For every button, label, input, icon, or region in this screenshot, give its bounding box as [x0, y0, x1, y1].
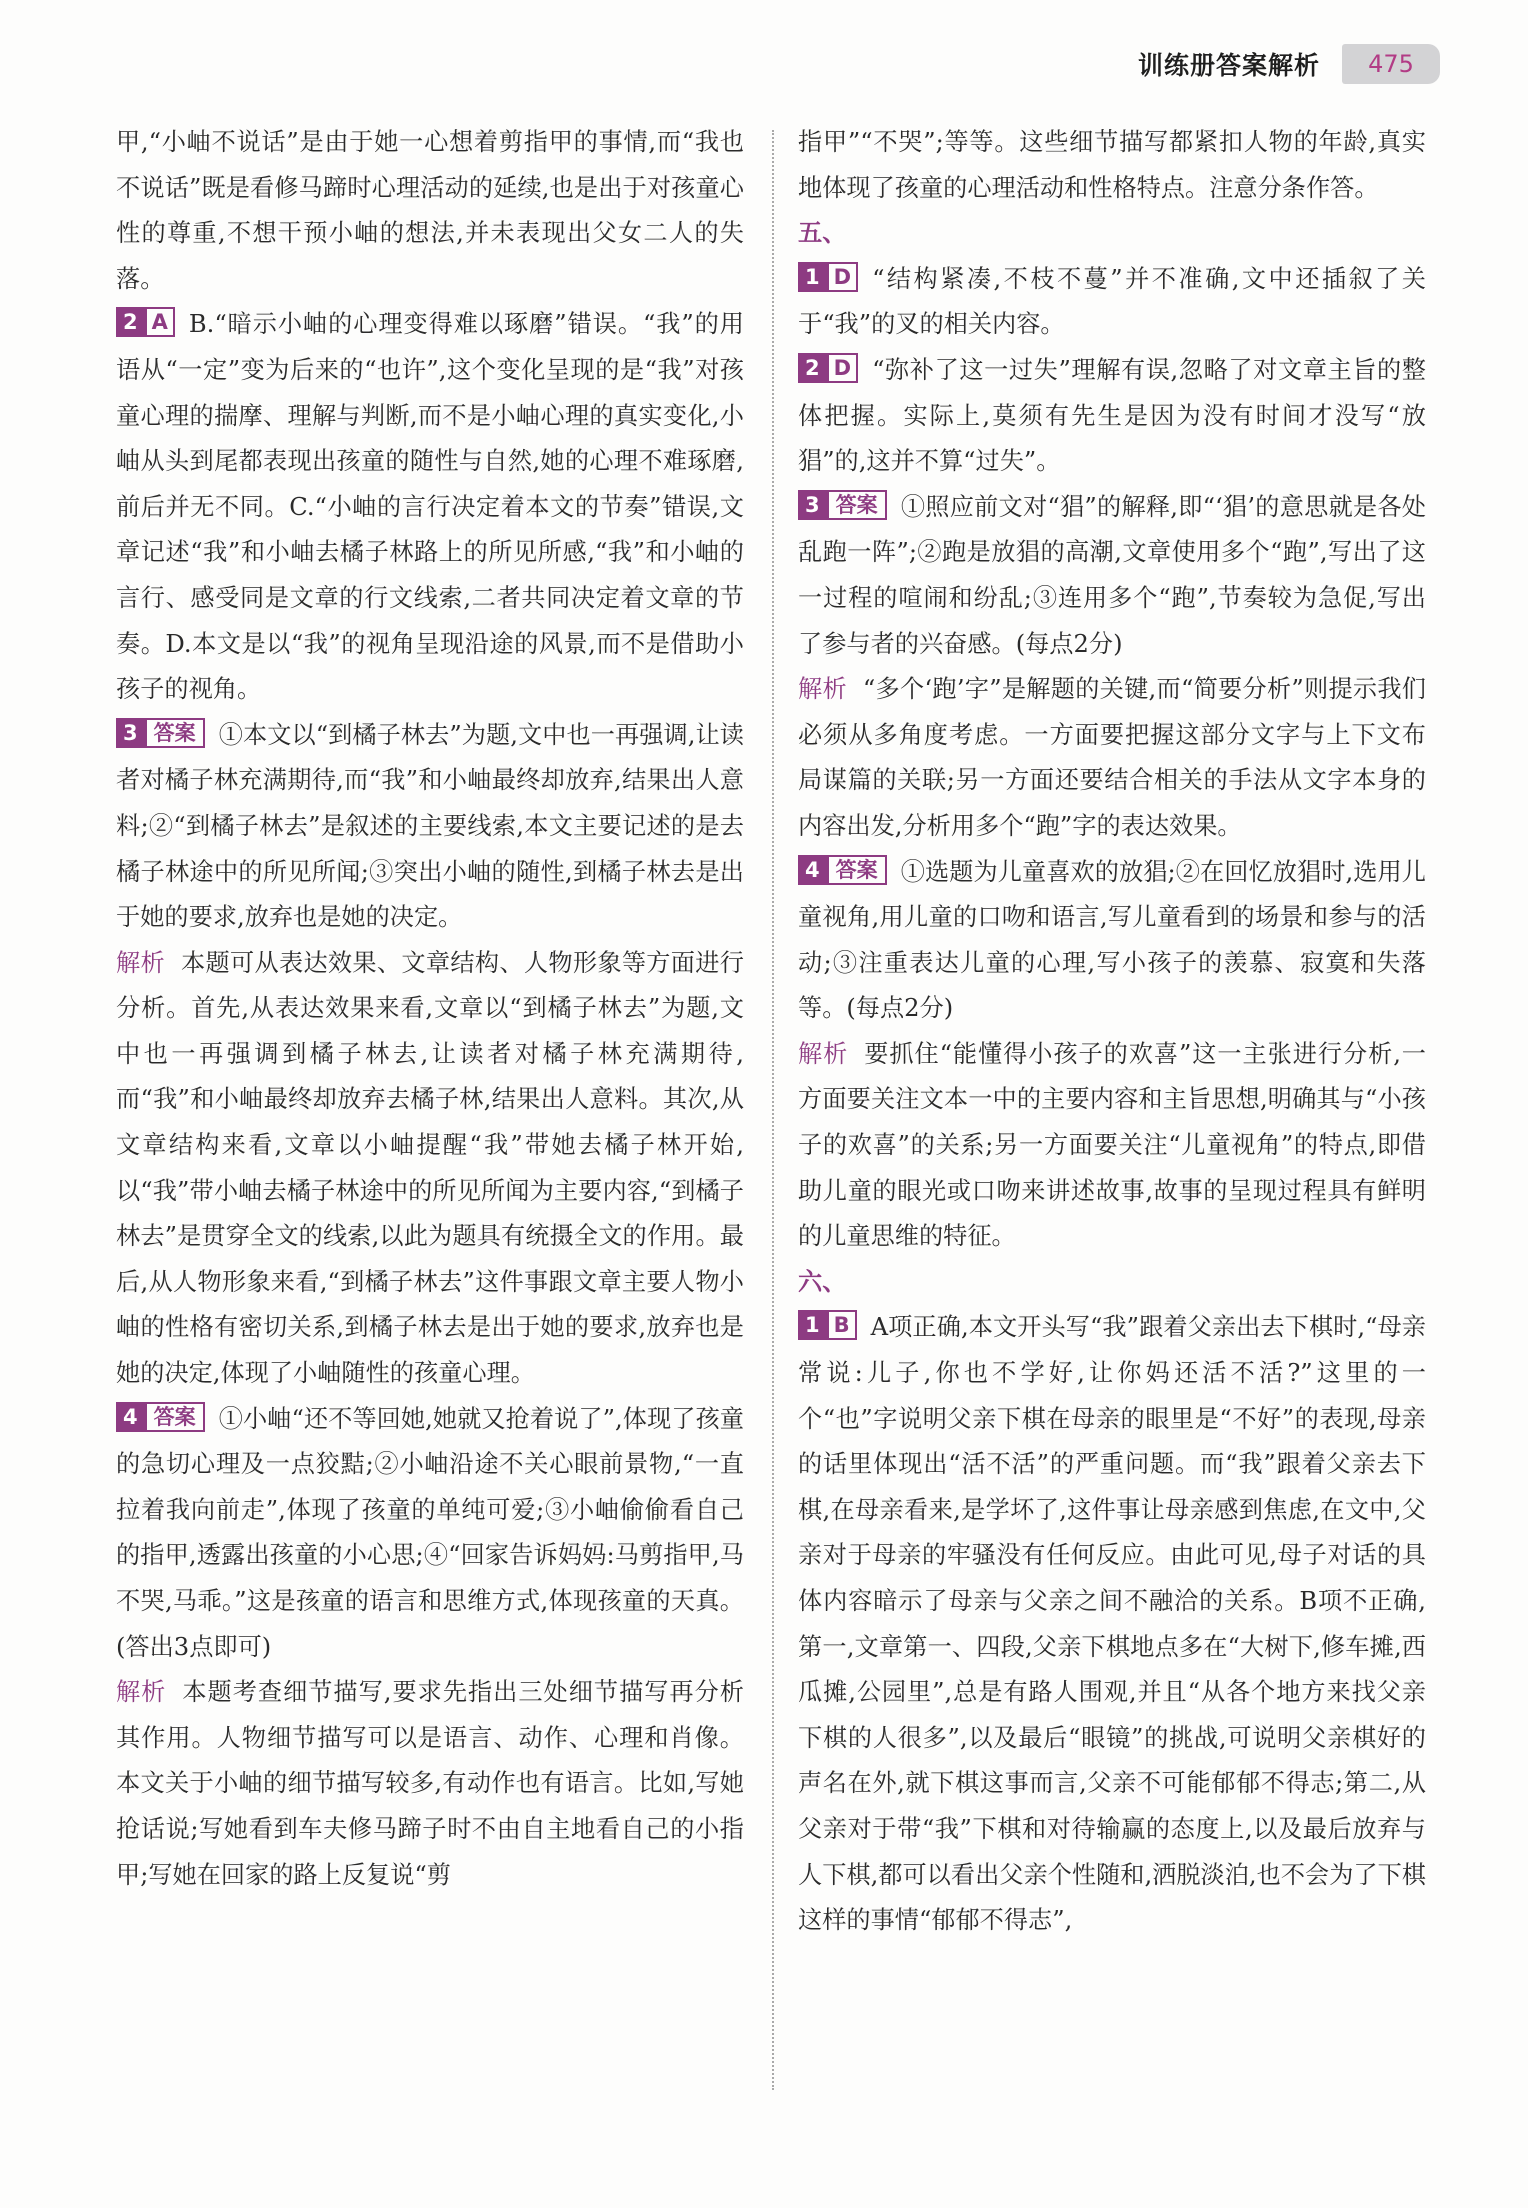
- question-number: 2: [798, 353, 827, 383]
- question-number: 3: [116, 718, 145, 748]
- answer-text: ①小岫“还不等回她,她就又抢着说了”,体现了孩童的急切心理及一点狡黠;②小岫沿途不关心眼前景物,“一直拉着我向前走”,体现了孩童的单纯可爱;③小岫偷偷看自己的指甲,透露出孩童的小心思;④“回家告诉妈妈:马剪指甲,马不哭,马乖。”这是孩童的语言和思维方式,体现孩童的天真。(答出3点即可): [116, 1404, 744, 1661]
- page-header: [1138, 42, 1440, 86]
- analysis-text: 本题可从表达效果、文章结构、人物形象等方面进行分析。首先,从表达效果来看,文章以“到橘子林去”为题,文中也一再强调到橘子林去,让读者对橘子林充满期待,而“我”和小岫最终却放弃去橘子林,结果出人意料。其次,从文章结构来看,文章以小岫提醒“我”带她去橘子林开始,以“我”带小岫去橘子林途中的所见所闻为主要内容,“到橘子林去”是贯穿全文的线索,以此为题具有统摄全文的作用。最后,从人物形象来看,“到橘子林去”这件事跟文章主要人物小岫的性格有密切关系,到橘子林去是出于她的要求,放弃也是她的决定,体现了小岫随性的孩童心理。: [116, 948, 744, 1388]
- paragraph-jiexi: [116, 1670, 744, 1898]
- answer-text: B.“暗示小岫的心理变得难以琢磨”错误。“我”的用语从“一定”变为后来的“也许”,这个变化呈现的是“我”对孩童心理的揣摩、理解与判断,而不是小岫心理的真实变化,小岫从头到尾都表现出孩童的随性与自然,她的心理不难琢磨,前后并无不同。C.“小岫的言行决定着本文的节奏”错误,文章记述“我”和小岫去橘子林路上的所见所感,“我”和小岫的言行、感受同是文章的行文线索,二者共同决定着文章的节奏。D.本文是以“我”的视角呈现沿途的风景,而不是借助小孩子的视角。: [116, 310, 744, 704]
- answer-text: “结构紧凑,不枝不蔓”并不准确,文中还插叙了关于“我”的叉的相关内容。: [798, 264, 1426, 339]
- paragraph-item: [116, 1397, 744, 1671]
- analysis-label: 解析: [116, 1678, 167, 1707]
- analysis-label: 解析: [798, 1039, 849, 1068]
- analysis-text: 要抓住“能懂得小孩子的欢喜”这一主张进行分析,一方面要关注文本一中的主要内容和主旨思想,明确其与“小孩子的欢喜”的关系;另一方面要关注“儿童视角”的特点,即借助儿童的眼光或口吻来讲述故事,故事的呈现过程具有鲜明的儿童思维的特征。: [798, 1039, 1426, 1251]
- answer-text: A项正确,本文开头写“我”跟着父亲出去下棋时,“母亲常说:儿子,你也不学好,让你妈还活不活?”这里的一个“也”字说明父亲下棋在母亲的眼里是“不好”的表现,母亲的话里体现出“活不活”的严重问题。而“我”跟着父亲去下棋,在母亲看来,是学坏了,这件事让母亲感到焦虑,在文中,父亲对于母亲的牢骚没有任何反应。由此可见,母子对话的具体内容暗示了母亲与父亲之间不融洽的关系。B项不正确,第一,文章第一、四段,父亲下棋地点多在“大树下,修车摊,西瓜摊,公园里”,总是有路人围观,并且“从各个地方来找父亲下棋的人很多”,以及最后“眼镜”的挑战,可说明父亲棋好的声名在外,就下棋这事而言,父亲不可能郁郁不得志;第二,从父亲对于带“我”下棋和对待输赢的态度上,以及最后放弃与人下棋,都可以看出父亲个性随和,洒脱淡泊,也不会为了下棋这样的事情“郁郁不得志”,: [798, 1313, 1426, 1935]
- question-number: 4: [116, 1402, 145, 1432]
- analysis-label: 解析: [798, 675, 847, 704]
- paragraph-jiexi: [798, 667, 1426, 849]
- analysis-text: 本题考查细节描写,要求先指出三处细节描写再分析其作用。人物细节描写可以是语言、动作、心理和肖像。本文关于小岫的细节描写较多,有动作也有语言。比如,写她抢话说;写她看到车夫修马蹄子时不由自主地看自己的小指甲;写她在回家的路上反复说“剪: [116, 1678, 744, 1889]
- answer-tag: 答案: [145, 718, 205, 748]
- question-number: 1: [798, 1310, 827, 1340]
- body-text: 指甲”“不哭”;等等。这些细节描写都紧扣人物的年龄,真实地体现了孩童的心理活动和性格特点。注意分条作答。: [798, 128, 1426, 202]
- paragraph-item: [798, 850, 1426, 1032]
- header-title: 训练册答案解析: [1137, 51, 1320, 80]
- answer-badge: [798, 855, 887, 885]
- left-column: [116, 120, 744, 1898]
- question-number: 2: [116, 307, 145, 337]
- paragraph-jiexi: [116, 941, 744, 1397]
- question-number: 1: [798, 262, 827, 292]
- answer-tag: D: [827, 262, 858, 292]
- answer-tag: 答案: [827, 855, 887, 885]
- paragraph-item: [798, 257, 1426, 348]
- answer-badge: [116, 718, 205, 748]
- answer-tag: B: [827, 1310, 857, 1340]
- answer-tag: D: [827, 353, 858, 383]
- answer-tag: 答案: [145, 1402, 205, 1432]
- paragraph-jiexi: [798, 1032, 1426, 1260]
- analysis-label: 解析: [116, 948, 165, 977]
- answer-text: ①本文以“到橘子林去”为题,文中也一再强调,让读者对橘子林充满期待,而“我”和小岫最终却放弃,结果出人意料;②“到橘子林去”是叙述的主要线索,本文主要记述的是去橘子林途中的所见所闻;③突出小岫的随性,到橘子林去是出于她的要求,放弃也是她的决定。: [116, 720, 744, 932]
- page-number: 475: [1342, 44, 1440, 84]
- paragraph-text: [116, 120, 744, 302]
- paragraph-section: [798, 211, 1426, 257]
- section-heading: 六、: [798, 1267, 847, 1296]
- answer-text: ①选题为儿童喜欢的放猖;②在回忆放猖时,选用儿童视角,用儿童的口吻和语言,写儿童看到的场景和参与的活动;③注重表达儿童的心理,写小孩子的羡慕、寂寞和失落等。(每点2分): [798, 857, 1426, 1023]
- answer-badge: [116, 307, 175, 337]
- answer-tag: A: [145, 307, 175, 337]
- paragraph-item: [798, 485, 1426, 667]
- answer-badge: [116, 1402, 205, 1432]
- paragraph-item: [116, 302, 744, 712]
- analysis-text: “多个‘跑’字”是解题的关键,而“简要分析”则提示我们必须从多角度考虑。一方面要把握这部分文字与上下文布局谋篇的关联;另一方面还要结合相关的手法从文字本身的内容出发,分析用多个“跑”字的表达效果。: [798, 675, 1426, 840]
- column-divider: [772, 130, 774, 2090]
- paragraph-item: [798, 1305, 1426, 1943]
- answer-badge: [798, 262, 858, 292]
- paragraph-text: [798, 120, 1426, 211]
- section-heading: 五、: [798, 219, 847, 248]
- right-column: [798, 120, 1426, 1944]
- answer-badge: [798, 490, 887, 520]
- answer-badge: [798, 353, 858, 383]
- paragraph-item: [798, 348, 1426, 485]
- body-text: 甲,“小岫不说话”是由于她一心想着剪指甲的事情,而“我也不说话”既是看修马蹄时心理活动的延续,也是出于对孩童心性的尊重,不想干预小岫的想法,并未表现出父女二人的失落。: [116, 128, 744, 293]
- answer-tag: 答案: [827, 490, 887, 520]
- answer-text: ①照应前文对“猖”的解释,即“‘猖’的意思就是各处乱跑一阵”;②跑是放猖的高潮,文章使用多个“跑”,写出了这一过程的喧闹和纷乱;③连用多个“跑”,节奏较为急促,写出了参与者的兴奋感。(每点2分): [798, 492, 1426, 658]
- answer-badge: [798, 1310, 857, 1340]
- paragraph-section: [798, 1260, 1426, 1306]
- question-number: 3: [798, 490, 827, 520]
- paragraph-item: [116, 713, 744, 941]
- answer-text: “弥补了这一过失”理解有误,忽略了对文章主旨的整体把握。实际上,莫须有先生是因为没有时间才没写“放猖”的,这并不算“过失”。: [798, 355, 1426, 476]
- question-number: 4: [798, 855, 827, 885]
